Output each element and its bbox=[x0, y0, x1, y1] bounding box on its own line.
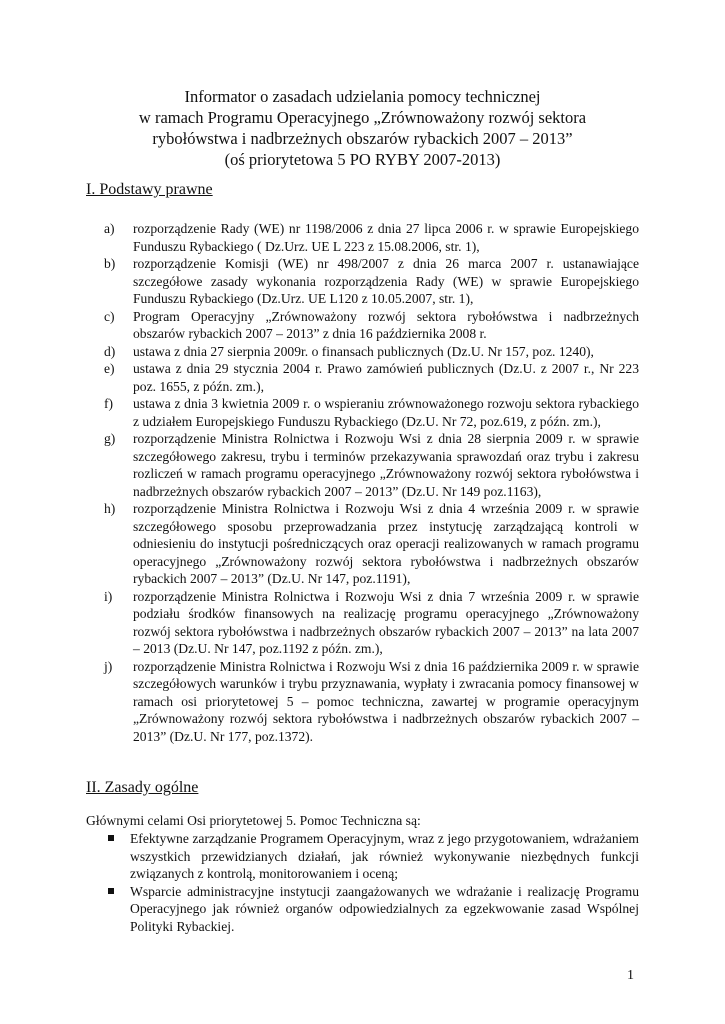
list-item bbox=[104, 430, 639, 500]
title-line-2: w ramach Programu Operacyjnego „Zrównoważony rozwój sektora bbox=[138, 108, 587, 127]
list-item-text: rozporządzenie Komisji (WE) nr 498/2007 z dnia 26 marca 2007 r. ustanawiające szczegółowe zasady wykonania rozporządzenia Rady (WE) w sprawie Europejskiego Funduszu Rybackiego (Dz.Urz. UE L120 z 10.05.2007, str. 1), bbox=[133, 256, 639, 306]
list-item bbox=[104, 588, 639, 658]
list-item bbox=[104, 883, 639, 936]
list-item bbox=[104, 255, 639, 308]
page-number: 1 bbox=[627, 968, 634, 983]
list-item-text: rozporządzenie Rady (WE) nr 1198/2006 z dnia 27 lipca 2006 r. w sprawie Europejskiego Funduszu Rybackiego ( Dz.Urz. UE L 223 z 15.08.2006, str. 1), bbox=[133, 221, 639, 254]
list-item-text: rozporządzenie Ministra Rolnictwa i Rozwoju Wsi z dnia 28 sierpnia 2009 r. w sprawie szczegółowego zakresu, trybu i terminów przekazywania sprawozdań oraz trybu i zakresu rozliczeń w ramach programu operacyjnego „Zrównoważony rozwój sektora rybołówstwa i nadbrzeżnych obszarów rybackich 2007 – 2013” (Dz.U. Nr 149 poz.1163), bbox=[133, 431, 639, 499]
list-item bbox=[104, 308, 639, 343]
list-item bbox=[104, 658, 639, 746]
list-marker: h) bbox=[104, 501, 116, 516]
list-item bbox=[104, 343, 639, 361]
list-item bbox=[104, 395, 639, 430]
list-item-text: Program Operacyjny „Zrównoważony rozwój sektora rybołówstwa i nadbrzeżnych obszarów rybackich 2007 – 2013” z dnia 16 października 2008 r. bbox=[133, 308, 639, 341]
list-marker: g) bbox=[104, 431, 116, 446]
square-bullet-icon bbox=[108, 835, 114, 841]
list-item-text: ustawa z dnia 27 sierpnia 2009r. o finansach publicznych (Dz.U. Nr 157, poz. 1240), bbox=[133, 343, 594, 359]
title-line-4: (oś priorytetowa 5 PO RYBY 2007-2013) bbox=[224, 150, 501, 169]
list-item bbox=[104, 360, 639, 395]
section-heading-legal-basis: I. Podstawy prawne bbox=[86, 181, 213, 198]
list-marker: i) bbox=[104, 588, 113, 604]
list-marker: a) bbox=[104, 221, 115, 236]
list-item bbox=[104, 220, 639, 255]
section-heading-general-rules: II. Zasady ogólne bbox=[86, 779, 199, 796]
list-marker: f) bbox=[104, 396, 114, 411]
bullet-text: Efektywne zarządzanie Programem Operacyjnym, wraz z jego przygotowaniem, wdrażaniem wszystkich przewidzianych działań, jak również wykonywanie niezbędnych funkcji związanych z kontrolą, monitorowaniem i oceną; bbox=[130, 831, 639, 881]
legal-basis-list bbox=[104, 220, 639, 745]
list-marker: c) bbox=[104, 308, 115, 324]
list-marker: e) bbox=[104, 361, 115, 376]
list-marker: d) bbox=[104, 343, 116, 359]
list-item-text: rozporządzenie Ministra Rolnictwa i Rozwoju Wsi z dnia 7 września 2009 r. w sprawie podziału środków finansowych na realizację programu operacyjnego „Zrównoważony rozwój sektora rybołówstwa i nadbrzeżnych obszarów rybackich 2007 – 2013” na lata 2007 – 2013 (Dz.U. Nr 147, poz.1192 z późn. zm.), bbox=[133, 588, 639, 656]
list-item bbox=[104, 500, 639, 588]
list-item-text: ustawa z dnia 3 kwietnia 2009 r. o wspieraniu zrównoważonego rozwoju sektora rybackiego z udziałem Europejskiego Funduszu Rybackiego (Dz.U. Nr 72, poz.619, z późn. zm.), bbox=[133, 396, 639, 429]
square-bullet-icon bbox=[108, 888, 114, 894]
list-item-text: rozporządzenie Ministra Rolnictwa i Rozwoju Wsi z dnia 16 października 2009 r. w sprawie szczegółowych warunków i trybu przyznawania, wypłaty i zwracania pomocy finansowej w ramach osi priorytetowej 5 – pomoc techniczna, zawartej w programie operacyjnym „Zrównoważony rozwój sektora rybołówstwa i nadbrzeżnych obszarów rybackich 2007 – 2013” (Dz.U. Nr 177, poz.1372). bbox=[133, 658, 639, 744]
goals-intro: Głównymi celami Osi priorytetowej 5. Pomoc Techniczna są: bbox=[86, 813, 421, 828]
list-marker: b) bbox=[104, 256, 116, 271]
goals-list bbox=[104, 830, 639, 935]
list-item-text: rozporządzenie Ministra Rolnictwa i Rozwoju Wsi z dnia 4 września 2009 r. w sprawie szczegółowego sposobu przeprowadzania przez instytucję zarządzającą kontroli w odniesieniu do instytucji pośredniczących oraz operacji realizowanych w ramach programu operacyjnego „Zrównoważony rozwój sektora rybołówstwa i nadbrzeżnych obszarów rybackich 2007 – 2013” (Dz.U. Nr 147, poz.1191), bbox=[133, 501, 639, 586]
list-item-text: ustawa z dnia 29 stycznia 2004 r. Prawo zamówień publicznych (Dz.U. z 2007 r., Nr 223 poz. 1655, z późn. zm.), bbox=[133, 361, 639, 394]
title-line-1: Informator o zasadach udzielania pomocy technicznej bbox=[184, 87, 541, 106]
list-marker: j) bbox=[104, 658, 113, 674]
bullet-text: Wsparcie administracyjne instytucji zaangażowanych we wdrażanie i realizację Programu Operacyjnego jak również organów odpowiedzialnych za egzekwowanie zasad Wspólnej Polityki Rybackiej. bbox=[130, 883, 639, 934]
title-line-3: rybołówstwa i nadbrzeżnych obszarów rybackich 2007 – 2013” bbox=[152, 129, 573, 148]
list-item bbox=[104, 830, 639, 883]
document-title bbox=[86, 86, 639, 170]
